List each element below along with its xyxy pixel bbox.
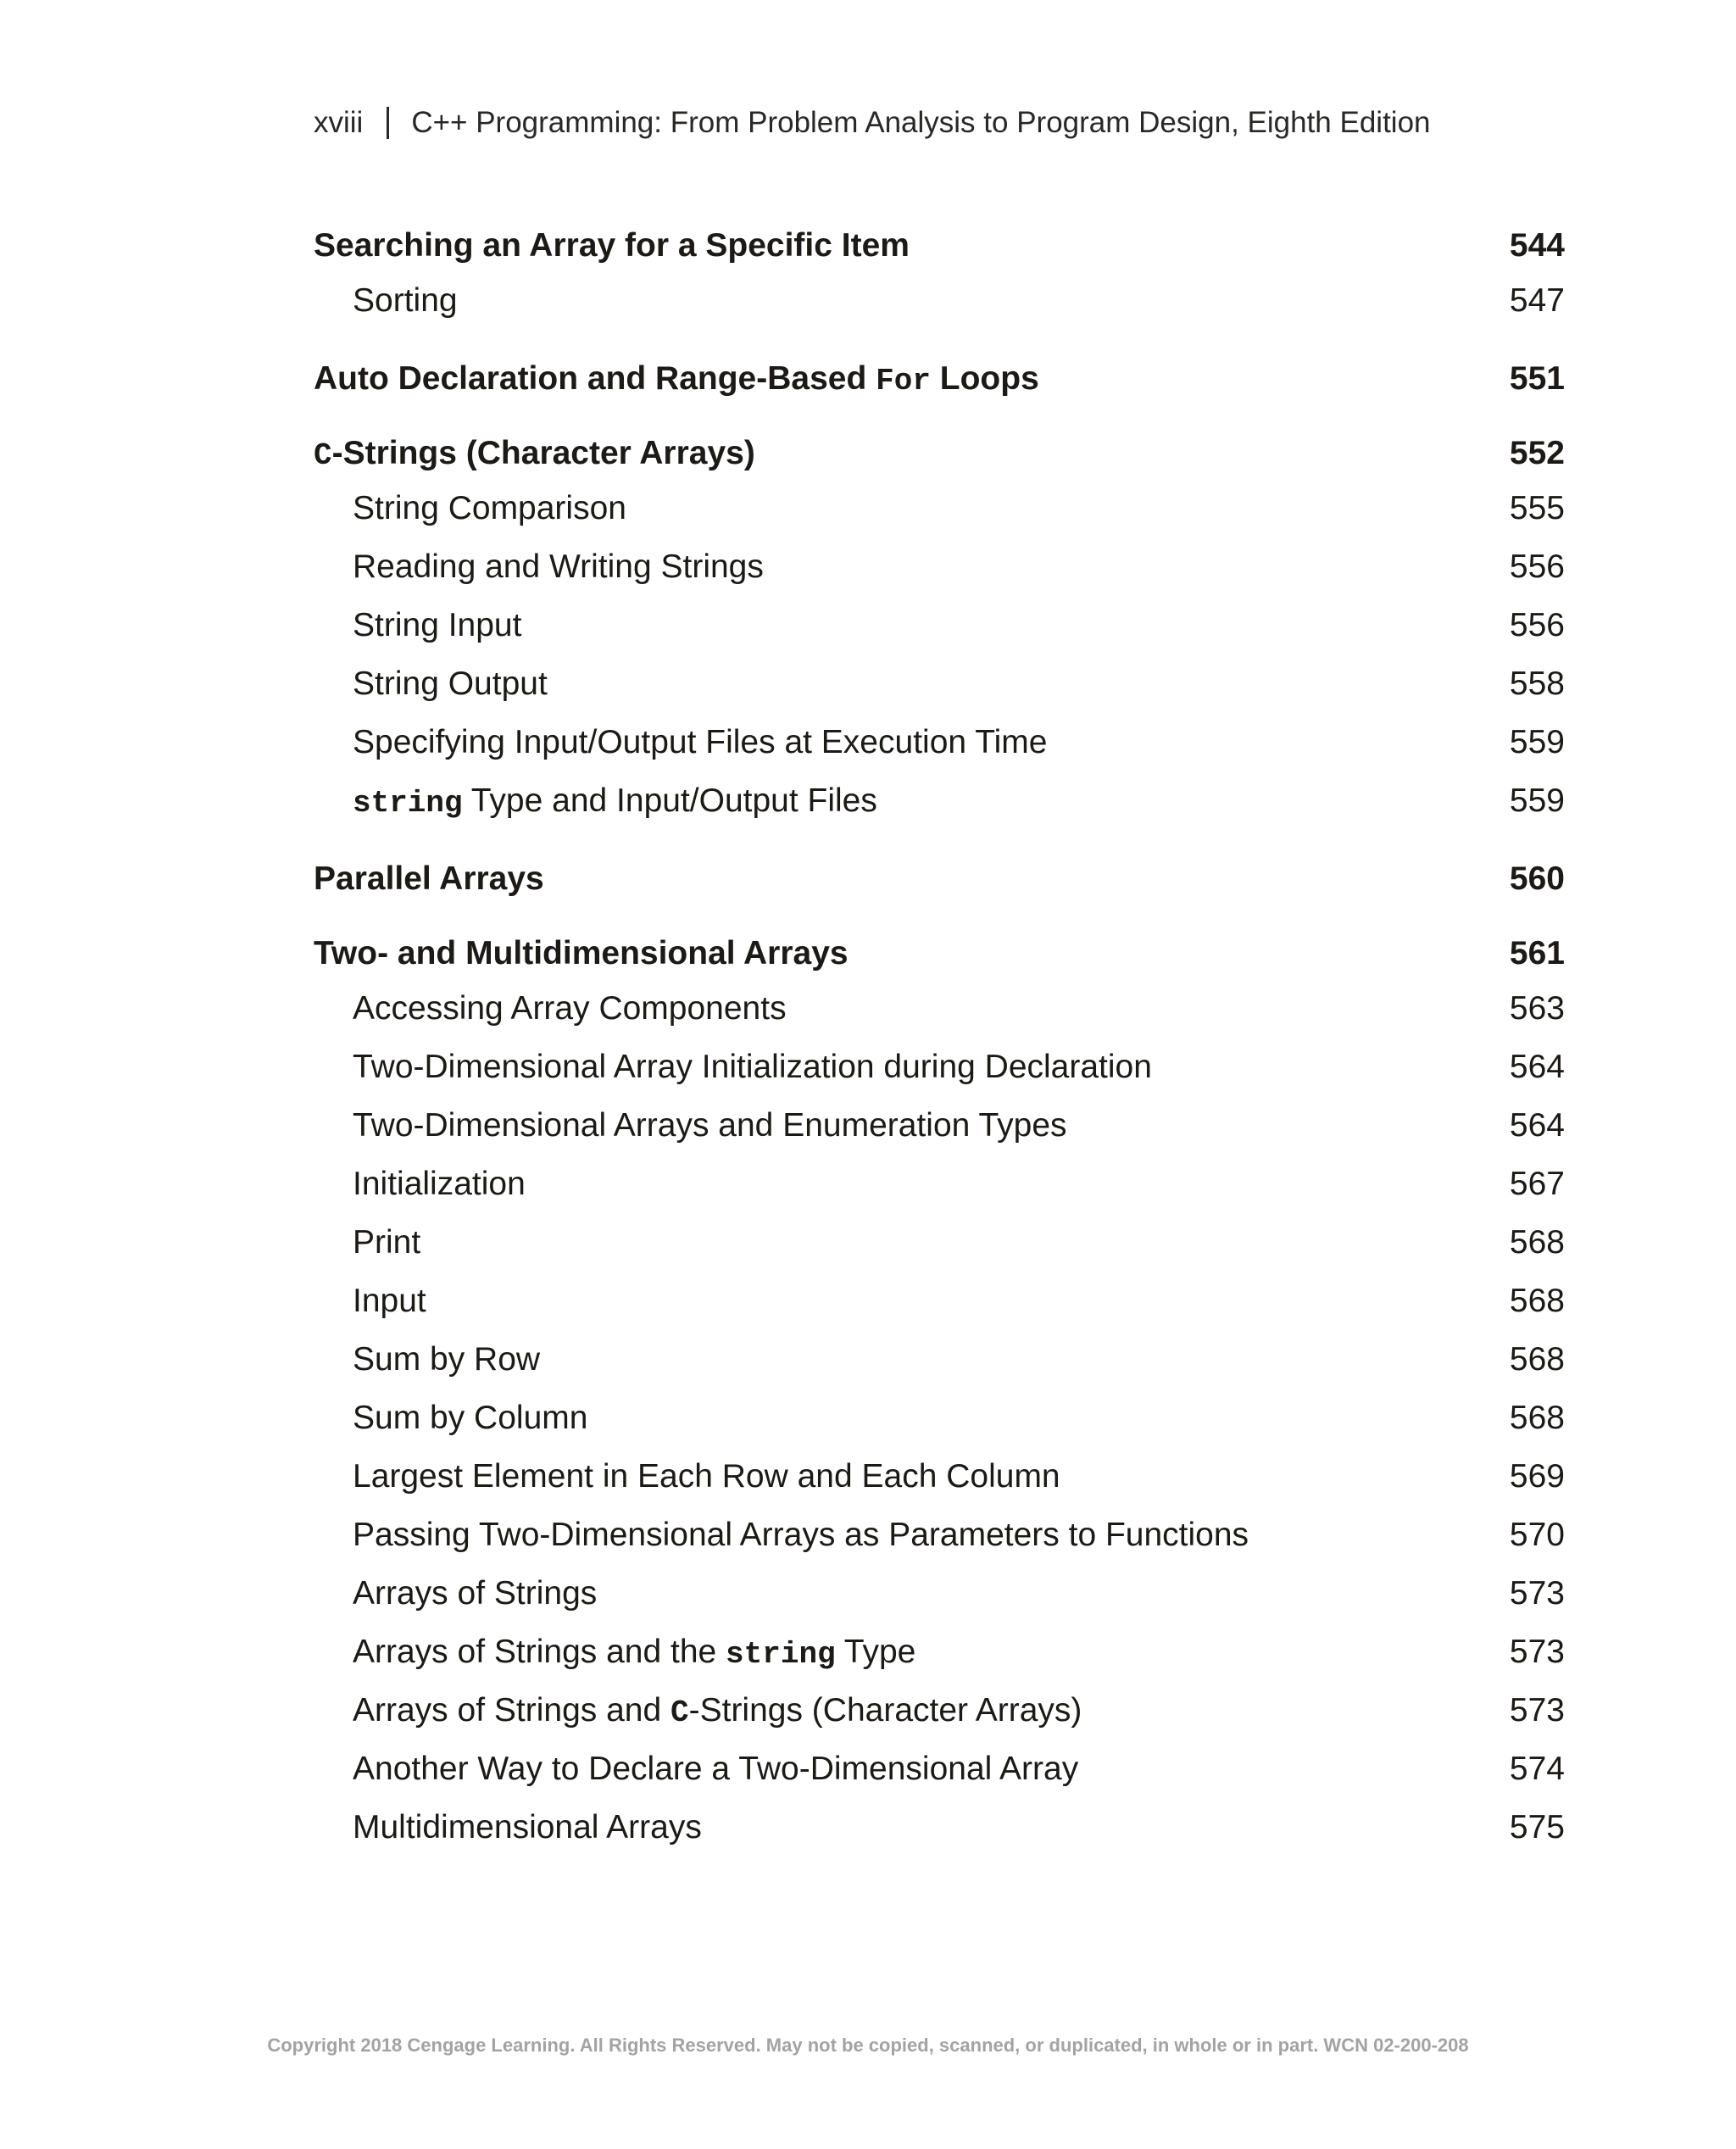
toc-subsection-entry[interactable] xyxy=(314,483,1565,534)
page-number: 569 xyxy=(1509,1458,1565,1495)
entry-title xyxy=(314,782,877,821)
entry-title xyxy=(314,1166,526,1203)
entry-text: Sorting xyxy=(353,282,458,319)
entry-title xyxy=(314,607,521,644)
toc-subsection-entry[interactable] xyxy=(314,542,1565,593)
toc-subsection-entry[interactable] xyxy=(314,1042,1565,1093)
page-number: 561 xyxy=(1509,935,1565,972)
entry-title xyxy=(314,1458,1060,1495)
entry-title xyxy=(314,282,458,320)
page-number: 568 xyxy=(1509,1341,1565,1378)
entry-text: Accessing Array Components xyxy=(353,990,787,1027)
toc-section-entry[interactable] xyxy=(314,220,1565,271)
entry-text: String Input xyxy=(353,607,522,643)
page-number: 573 xyxy=(1509,1692,1565,1729)
page-number: 568 xyxy=(1509,1283,1565,1319)
entry-text: Loops xyxy=(930,359,1039,397)
code-term: string xyxy=(726,1636,836,1672)
page-number: 559 xyxy=(1509,782,1565,819)
page-number: 555 xyxy=(1509,490,1565,526)
toc-subsection-entry[interactable] xyxy=(314,1744,1565,1795)
page-number: 575 xyxy=(1509,1809,1565,1846)
entry-title xyxy=(314,1517,1249,1554)
entry-title xyxy=(314,490,626,527)
toc-subsection-entry[interactable] xyxy=(314,276,1565,326)
toc-subsection-entry[interactable] xyxy=(314,1510,1565,1561)
entry-title xyxy=(314,1809,702,1846)
entry-text: Print xyxy=(353,1224,421,1261)
toc-subsection-entry[interactable] xyxy=(314,1685,1565,1736)
entry-text: Specifying Input/Output Files at Execution Time xyxy=(353,724,1048,760)
entry-text: Arrays of Strings xyxy=(353,1575,598,1612)
page-number: 552 xyxy=(1509,435,1565,471)
entry-title xyxy=(314,860,544,898)
code-term: C xyxy=(314,437,332,473)
entry-text: String Comparison xyxy=(353,490,626,526)
page-number: 547 xyxy=(1509,282,1565,319)
page-number: 560 xyxy=(1509,860,1565,897)
entry-title xyxy=(314,1107,1067,1144)
entry-text: Searching an Array for a Specific Item xyxy=(314,227,910,264)
page-folio: xviii xyxy=(314,106,364,139)
toc-section-entry[interactable] xyxy=(314,928,1565,979)
entry-title xyxy=(314,548,764,586)
page-number: 556 xyxy=(1509,607,1565,643)
toc-subsection-entry[interactable] xyxy=(314,659,1565,710)
page-number: 564 xyxy=(1509,1049,1565,1085)
toc-section-entry[interactable] xyxy=(314,854,1565,905)
page-number: 573 xyxy=(1509,1575,1565,1612)
entry-title xyxy=(314,360,1039,398)
toc-subsection-entry[interactable] xyxy=(314,1159,1565,1210)
header-divider xyxy=(387,107,389,139)
entry-text: Two-Dimensional Array Initialization during Declaration xyxy=(353,1049,1152,1085)
entry-text: Type and Input/Output Files xyxy=(462,782,877,819)
page-number: 568 xyxy=(1509,1224,1565,1261)
entry-title xyxy=(314,990,787,1027)
entry-text: Initialization xyxy=(353,1166,526,1202)
toc-subsection-entry[interactable] xyxy=(314,600,1565,651)
entry-text: -Strings (Character Arrays) xyxy=(331,434,755,471)
page-number: 551 xyxy=(1509,360,1565,397)
code-term: For xyxy=(876,363,931,398)
toc-section-entry[interactable] xyxy=(314,428,1565,479)
toc-subsection-entry[interactable] xyxy=(314,1217,1565,1268)
toc-subsection-entry[interactable] xyxy=(314,1276,1565,1327)
entry-text: Parallel Arrays xyxy=(314,860,544,897)
entry-title xyxy=(314,724,1047,761)
toc-section-entry[interactable] xyxy=(314,354,1565,404)
running-head xyxy=(314,107,1431,139)
page-number: 564 xyxy=(1509,1107,1565,1144)
entry-text: Type xyxy=(835,1633,916,1670)
page-number: 567 xyxy=(1509,1166,1565,1202)
page-number: 544 xyxy=(1509,227,1565,264)
entry-text: Input xyxy=(353,1283,426,1319)
toc-subsection-entry[interactable] xyxy=(314,1568,1565,1619)
toc-subsection-entry[interactable] xyxy=(314,1393,1565,1444)
entry-text: -Strings (Character Arrays) xyxy=(688,1691,1082,1729)
entry-text: Auto Declaration and Range-Based xyxy=(314,359,876,397)
entry-text: Arrays of Strings and xyxy=(353,1691,670,1729)
entry-title xyxy=(314,1224,420,1261)
entry-title xyxy=(314,227,910,264)
entry-text: Sum by Column xyxy=(353,1400,588,1436)
toc-subsection-entry[interactable] xyxy=(314,983,1565,1034)
entry-title xyxy=(314,935,849,972)
entry-text: Reading and Writing Strings xyxy=(353,548,764,585)
entry-title xyxy=(314,1575,597,1612)
entry-title xyxy=(314,1400,587,1437)
entry-text: Another Way to Declare a Two-Dimensional Array xyxy=(353,1751,1079,1787)
toc-subsection-entry[interactable] xyxy=(314,776,1565,827)
entry-title xyxy=(314,1049,1152,1086)
copyright-notice: Copyright 2018 Cengage Learning. All Rights Reserved. May not be copied, scanned, or duplicated, in whole or in part. WCN 02-200-208 xyxy=(267,2035,1469,2056)
entry-text: Largest Element in Each Row and Each Column xyxy=(353,1458,1060,1495)
toc-subsection-entry[interactable] xyxy=(314,717,1565,768)
page-number: 558 xyxy=(1509,665,1565,702)
book-title: C++ Programming: From Problem Analysis to Program Design, Eighth Edition xyxy=(411,106,1431,139)
entry-text: Sum by Row xyxy=(353,1341,541,1378)
page-number: 573 xyxy=(1509,1634,1565,1670)
page-number: 568 xyxy=(1509,1400,1565,1436)
entry-text: Two- and Multidimensional Arrays xyxy=(314,935,849,972)
page-number: 563 xyxy=(1509,990,1565,1027)
page-number: 570 xyxy=(1509,1517,1565,1553)
toc-subsection-entry[interactable] xyxy=(314,1627,1565,1678)
toc-subsection-entry[interactable] xyxy=(314,1100,1565,1151)
entry-title xyxy=(314,435,755,473)
entry-text: Arrays of Strings and the xyxy=(353,1633,726,1670)
code-term: C xyxy=(670,1695,689,1730)
entry-title xyxy=(314,1341,540,1378)
entry-text: Two-Dimensional Arrays and Enumeration Types xyxy=(353,1107,1067,1144)
page-number: 556 xyxy=(1509,548,1565,585)
entry-text: Multidimensional Arrays xyxy=(353,1809,702,1846)
entry-text: Passing Two-Dimensional Arrays as Parameters to Functions xyxy=(353,1517,1249,1553)
toc-subsection-entry[interactable] xyxy=(314,1802,1565,1853)
entry-title xyxy=(314,1692,1082,1730)
page-number: 559 xyxy=(1509,724,1565,760)
toc-subsection-entry[interactable] xyxy=(314,1451,1565,1502)
entry-title xyxy=(314,1634,915,1672)
page-number: 574 xyxy=(1509,1751,1565,1787)
entry-title xyxy=(314,1283,426,1320)
entry-title xyxy=(314,665,548,703)
entry-title xyxy=(314,1751,1078,1788)
code-term: string xyxy=(353,785,463,821)
entry-text: String Output xyxy=(353,665,548,702)
toc-subsection-entry[interactable] xyxy=(314,1334,1565,1385)
